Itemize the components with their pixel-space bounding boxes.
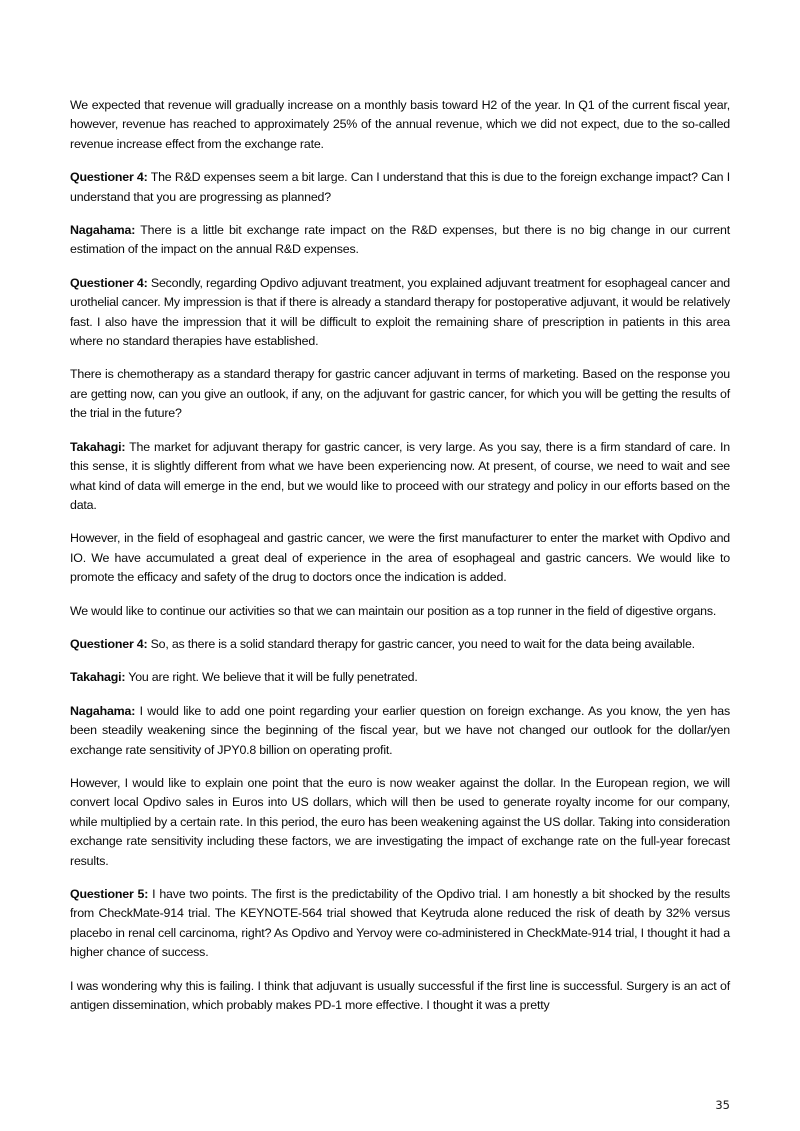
speaker-paragraph xyxy=(70,168,730,207)
speaker-label: Questioner 5: xyxy=(70,887,149,901)
paragraph-text: There is a little bit exchange rate impact on the R&D expenses, but there is no big change in our current estimation of the impact on the annual R&D expenses. xyxy=(70,223,730,257)
paragraph-text: I have two points. The first is the predictability of the Opdivo trial. I am honestly a bit shocked by the results from CheckMate-914 trial. The KEYNOTE-564 trial showed that Keytruda alone reduced the risk of death by 32% versus placebo in renal cell carcinoma, right? As Opdivo and Yervoy were co-administered in CheckMate-914 trial, I thought it had a higher chance of success. xyxy=(70,887,730,960)
body-paragraph xyxy=(70,365,730,423)
body-paragraph xyxy=(70,96,730,154)
speaker-paragraph xyxy=(70,668,730,687)
body-paragraph xyxy=(70,977,730,1016)
body-paragraph xyxy=(70,774,730,871)
paragraph-text: However, in the field of esophageal and gastric cancer, we were the first manufacturer to enter the market with Opdivo and IO. We have accumulated a great deal of experience in the area of esophageal and gastric cancers. We would like to promote the efficacy and safety of the drug to doctors once the indication is added. xyxy=(70,531,730,585)
speaker-label: Questioner 4: xyxy=(70,636,148,651)
document-body xyxy=(70,96,730,1015)
speaker-paragraph xyxy=(70,885,730,963)
body-paragraph xyxy=(70,602,730,621)
speaker-label: Nagahama: xyxy=(70,703,136,718)
speaker-label: Takahagi: xyxy=(70,439,126,454)
paragraph-text: The R&D expenses seem a bit large. Can I understand that this is due to the foreign exchange impact? Can I understand that you are progressing as planned? xyxy=(70,170,730,204)
paragraph-text: Secondly, regarding Opdivo adjuvant treatment, you explained adjuvant treatment for esophageal cancer and urothelial cancer. My impression is that if there is already a standard therapy for postoperative adjuvant, it would be relatively fast. I also have the impression that it will be difficult to exploit the remaining share of prescription in patients in this area where no standard therapies have established. xyxy=(70,275,730,349)
paragraph-text: There is chemotherapy as a standard therapy for gastric cancer adjuvant in terms of marketing. Based on the response you are getting now, can you give an outlook, if any, on the adjuvant for gastric cancer, for which you will be getting the results of the trial in the future? xyxy=(70,367,730,421)
page-number: 35 xyxy=(715,1098,730,1112)
paragraph-text: So, as there is a solid standard therapy for gastric cancer, you need to wait for the data being available. xyxy=(147,636,695,651)
paragraph-text: We would like to continue our activities so that we can maintain our position as a top runner in the field of digestive organs. xyxy=(70,603,717,618)
body-paragraph xyxy=(70,529,730,587)
paragraph-text: The market for adjuvant therapy for gastric cancer, is very large. As you say, there is a firm standard of care. In this sense, it is slightly different from what we have been experiencing now. At present, of course, we need to wait and see what kind of data will emerge in the end, but we would like to proceed with our strategy and policy in our efforts based on the data. xyxy=(70,439,730,512)
speaker-paragraph xyxy=(70,274,730,352)
paragraph-text: You are right. We believe that it will be fully penetrated. xyxy=(125,670,418,685)
speaker-paragraph xyxy=(70,702,730,760)
speaker-label: Questioner 4: xyxy=(70,170,148,185)
speaker-label: Nagahama: xyxy=(70,223,136,238)
speaker-label: Takahagi: xyxy=(70,670,126,685)
paragraph-text: However, I would like to explain one point that the euro is now weaker against the dollar. In the European region, we will convert local Opdivo sales in Euros into US dollars, which will then be used to generate royalty income for our company, while multiplied by a certain rate. In this period, the euro has been weakening against the US dollar. Taking into consideration exchange rate sensitivity including these factors, we are investigating the impact of exchange rate on the full-year forecast results. xyxy=(70,775,730,868)
speaker-paragraph xyxy=(70,221,730,260)
speaker-paragraph xyxy=(70,438,730,516)
paragraph-text: I was wondering why this is failing. I think that adjuvant is usually successful if the first line is successful. Surgery is an act of antigen dissemination, which probably makes PD-1 more effective. I thought it was a pretty xyxy=(70,978,730,1013)
paragraph-text: I would like to add one point regarding your earlier question on foreign exchange. As you know, the yen has been steadily weakening since the beginning of the fiscal year, but we have not changed our outlook for the dollar/yen exchange rate sensitivity of JPY0.8 billion on operating profit. xyxy=(70,703,730,757)
speaker-paragraph xyxy=(70,635,730,654)
paragraph-text: We expected that revenue will gradually increase on a monthly basis toward H2 of the year. In Q1 of the current fiscal year, however, revenue has reached to approximately 25% of the annual revenue, which we did not expect, due to the so-called revenue increase effect from the exchange rate. xyxy=(70,98,730,151)
speaker-label: Questioner 4: xyxy=(70,275,148,290)
